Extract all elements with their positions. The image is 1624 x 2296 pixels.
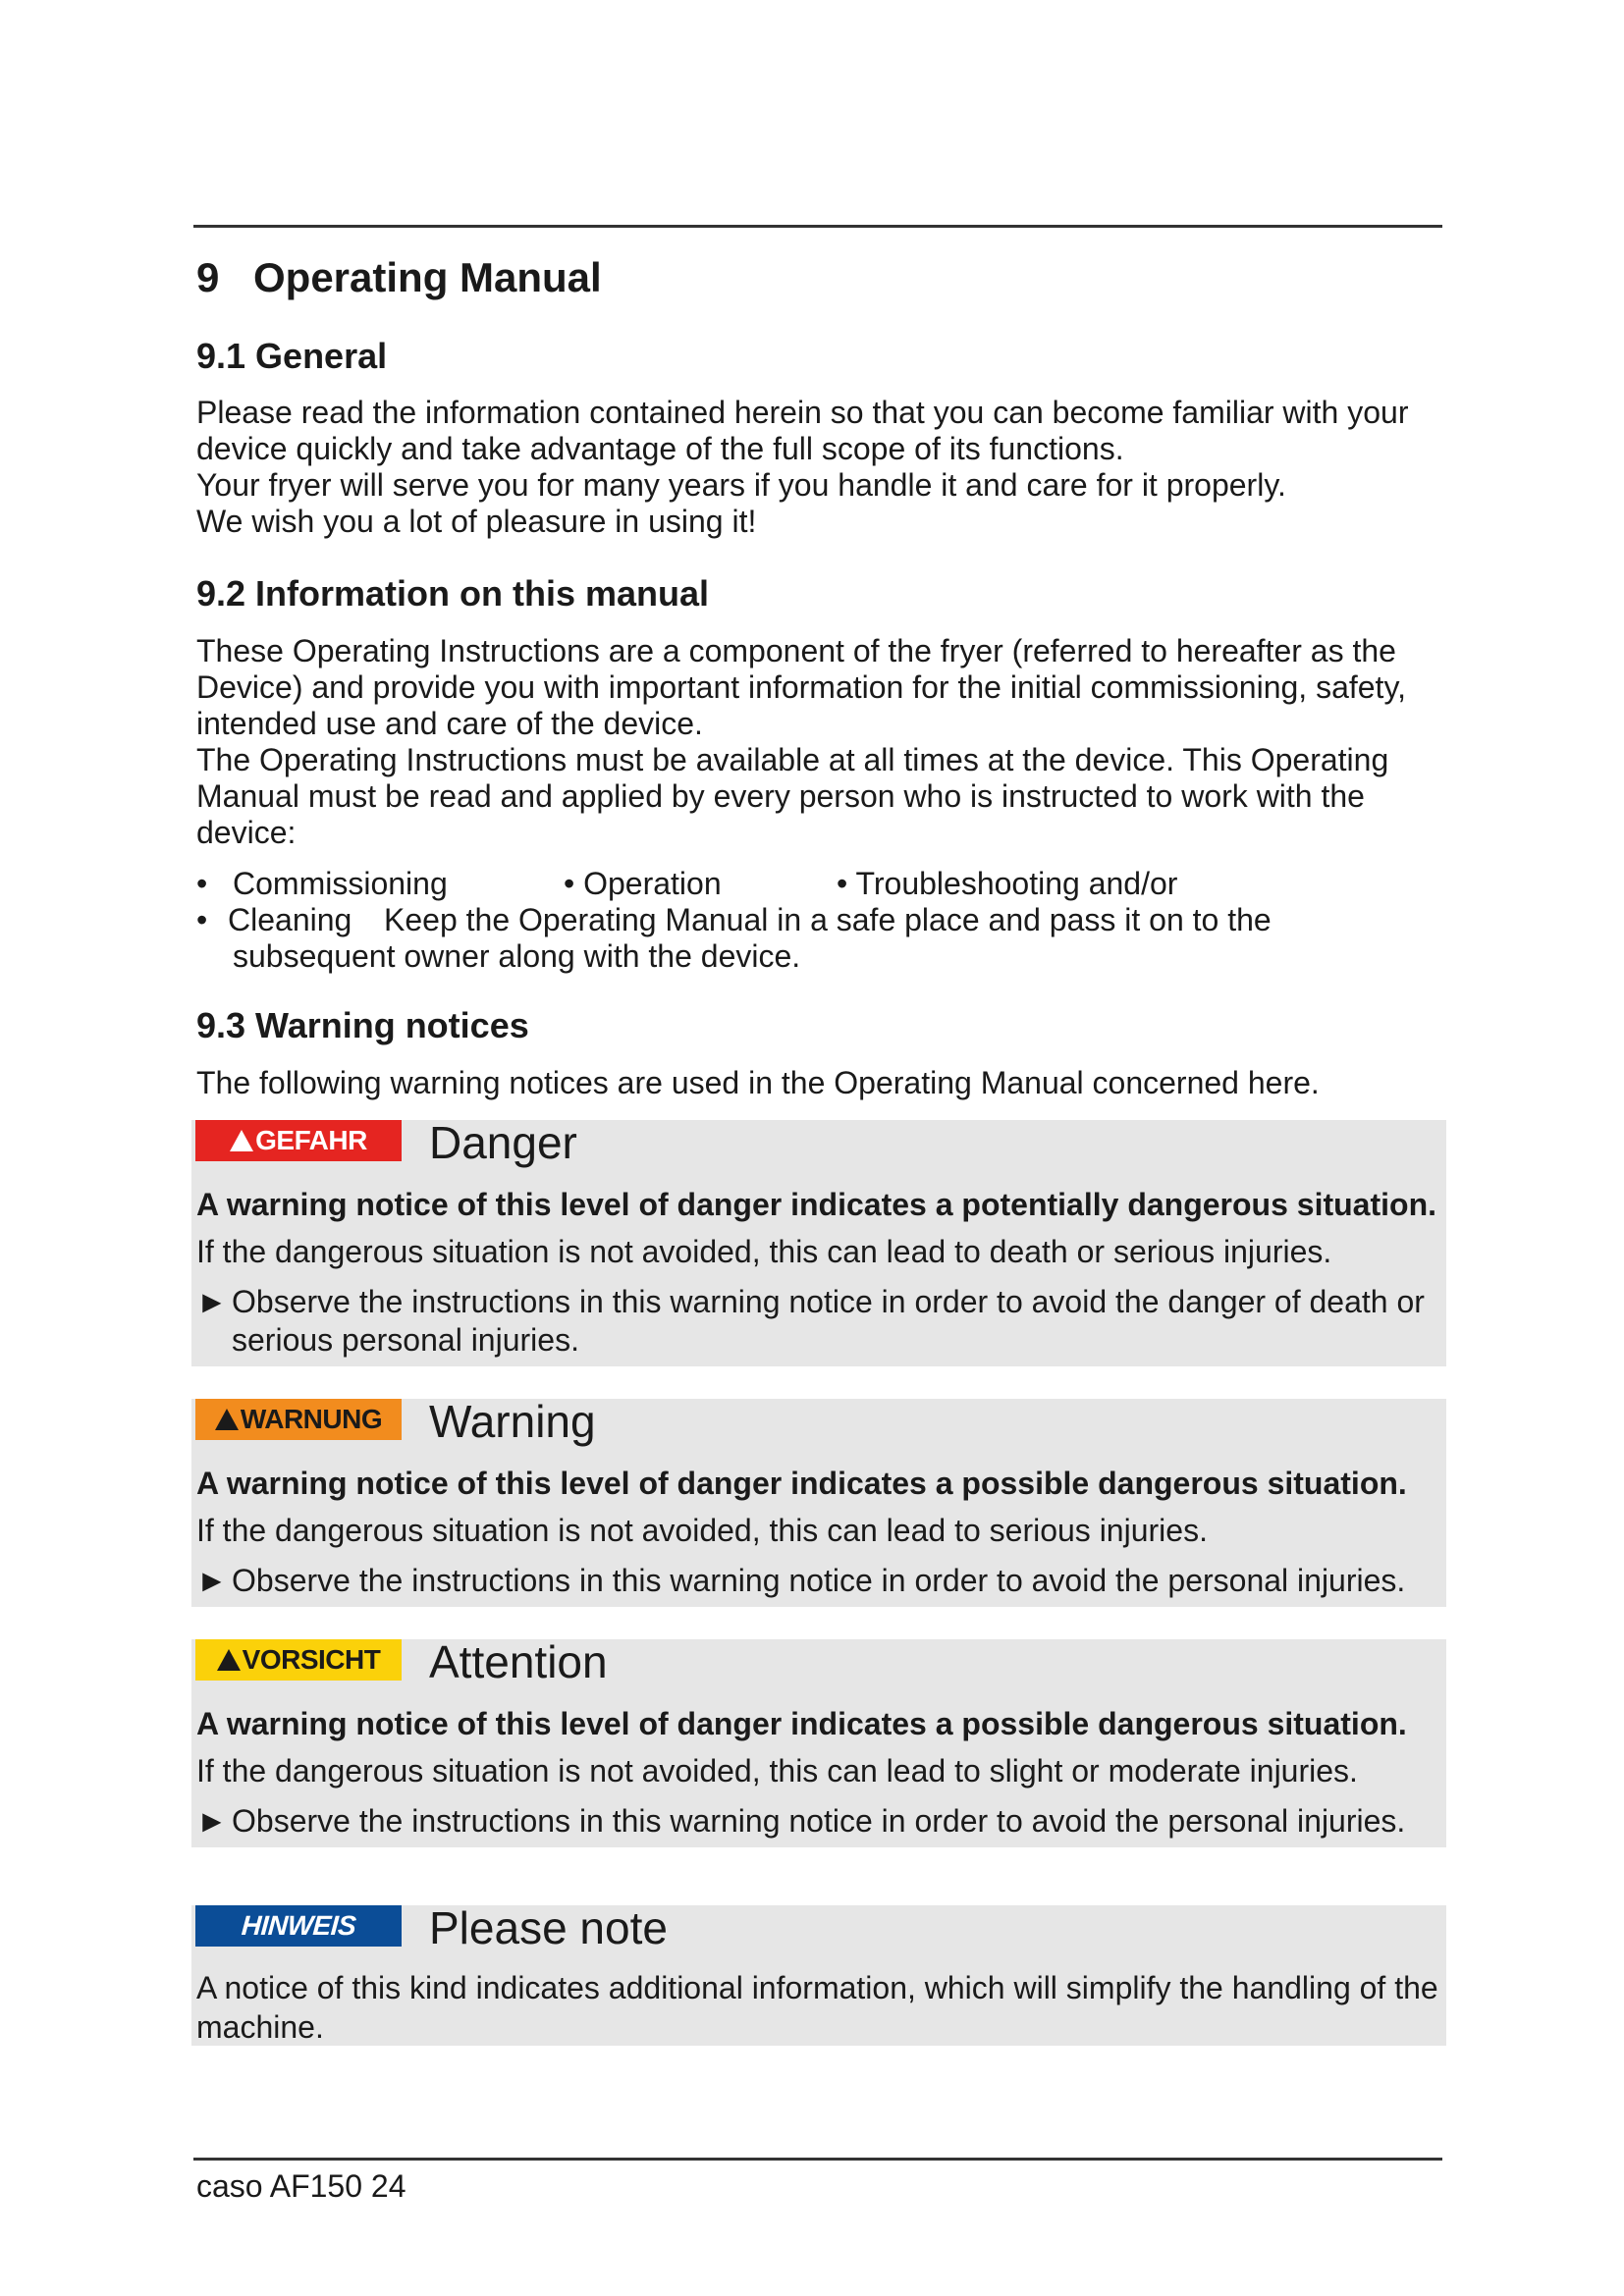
danger-title: Danger bbox=[429, 1117, 577, 1168]
caution-description: A warning notice of this level of danger indicates a possible dangerous situation. bbox=[196, 1706, 1407, 1741]
info-line: Device) and provide you with important information for the initial commissioning, safety, bbox=[196, 669, 1406, 705]
note-notice-box bbox=[191, 1902, 1446, 2046]
bullet-item-cleaning: Cleaning bbox=[228, 902, 352, 937]
warnings-intro: The following warning notices are used in the Operating Manual concerned here. bbox=[196, 1065, 1320, 1100]
bullet-dot: • bbox=[196, 902, 208, 937]
warning-triangle-icon bbox=[215, 1409, 239, 1430]
note-badge-label: HINWEIS bbox=[240, 1910, 357, 1941]
info-line: device: bbox=[196, 815, 297, 850]
caution-badge bbox=[195, 1639, 402, 1681]
note-line: A notice of this kind indicates additional information, which will simplify the handling of the bbox=[196, 1970, 1438, 2005]
bullet-row bbox=[196, 866, 1375, 902]
arrow-right-icon: ► bbox=[196, 1284, 228, 1319]
info-line: Manual must be read and applied by every person who is instructed to work with the bbox=[196, 778, 1365, 814]
warning-notice-box bbox=[191, 1396, 1446, 1607]
warning-description: A warning notice of this level of danger indicates a possible dangerous situation. bbox=[196, 1466, 1407, 1501]
caution-action bbox=[196, 1802, 1405, 1841]
danger-badge-label: GEFAHR bbox=[255, 1125, 367, 1155]
note-description bbox=[196, 1968, 1438, 2047]
section-heading-warnings: 9.3 Warning notices bbox=[196, 1005, 529, 1045]
note-badge bbox=[195, 1905, 402, 1947]
bullet-row bbox=[196, 938, 1375, 975]
top-divider bbox=[193, 225, 1442, 228]
warning-badge bbox=[195, 1399, 402, 1440]
caution-consequence: If the dangerous situation is not avoided, this can lead to slight or moderate injuries. bbox=[196, 1753, 1358, 1789]
note-title: Please note bbox=[429, 1902, 668, 1953]
chapter-number: 9 bbox=[196, 254, 220, 300]
warning-badge-label: WARNUNG bbox=[240, 1404, 383, 1434]
keep-manual-text: Keep the Operating Manual in a safe place and pass it on to the bbox=[384, 902, 1272, 937]
chapter-title: Operating Manual bbox=[253, 254, 602, 300]
caution-notice-box bbox=[191, 1636, 1446, 1847]
info-line: intended use and care of the device. bbox=[196, 706, 703, 741]
bottom-divider bbox=[193, 2158, 1442, 2161]
danger-consequence: If the dangerous situation is not avoided, this can lead to death or serious injuries. bbox=[196, 1234, 1332, 1269]
warning-action bbox=[196, 1562, 1405, 1600]
danger-action-line: Observe the instructions in this warning notice in order to avoid the danger of death or bbox=[232, 1284, 1425, 1319]
danger-description: A warning notice of this level of danger indicates a potentially dangerous situation. bbox=[196, 1187, 1436, 1222]
note-line: machine. bbox=[196, 2009, 324, 2045]
danger-notice-box bbox=[191, 1117, 1446, 1366]
arrow-right-icon: ► bbox=[196, 1803, 228, 1839]
general-line: Please read the information contained herein so that you can become familiar with your bbox=[196, 395, 1409, 430]
general-line: We wish you a lot of pleasure in using it! bbox=[196, 504, 757, 539]
keep-manual-continuation: subsequent owner along with the device. bbox=[233, 938, 801, 974]
danger-action-line: serious personal injuries. bbox=[232, 1322, 579, 1358]
arrow-right-icon: ► bbox=[196, 1563, 228, 1598]
caution-badge-label: VORSICHT bbox=[242, 1644, 381, 1675]
info-paragraph bbox=[196, 633, 1406, 851]
warning-consequence: If the dangerous situation is not avoided, this can lead to serious injuries. bbox=[196, 1513, 1208, 1548]
bullet-row bbox=[196, 902, 1375, 938]
caution-title: Attention bbox=[429, 1636, 608, 1687]
general-line: device quickly and take advantage of the full scope of its functions. bbox=[196, 431, 1124, 466]
danger-badge bbox=[195, 1120, 402, 1161]
warning-title: Warning bbox=[429, 1396, 596, 1447]
info-line: These Operating Instructions are a component of the fryer (referred to hereafter as the bbox=[196, 633, 1396, 668]
info-line: The Operating Instructions must be available at all times at the device. This Operating bbox=[196, 742, 1389, 777]
warning-triangle-icon bbox=[230, 1130, 253, 1151]
bullet-item-operation: • Operation bbox=[564, 866, 722, 901]
section-heading-info: 9.2 Information on this manual bbox=[196, 573, 710, 614]
section-heading-general: 9.1 General bbox=[196, 336, 388, 376]
caution-action-line: Observe the instructions in this warning notice in order to avoid the personal injuries. bbox=[232, 1803, 1406, 1839]
warning-action-line: Observe the instructions in this warning notice in order to avoid the personal injuries. bbox=[232, 1563, 1406, 1598]
bullet-item-commissioning: Commissioning bbox=[233, 866, 448, 901]
general-paragraph bbox=[196, 395, 1408, 540]
danger-action bbox=[196, 1283, 1425, 1360]
info-bullet-list bbox=[196, 866, 1375, 975]
chapter-heading bbox=[196, 253, 602, 302]
page-footer: caso AF150 24 bbox=[196, 2168, 406, 2204]
bullet-dot: • bbox=[196, 866, 208, 901]
bullet-item-troubleshooting: • Troubleshooting and/or bbox=[837, 866, 1178, 901]
general-line: Your fryer will serve you for many years if you handle it and care for it properly. bbox=[196, 467, 1286, 503]
warning-triangle-icon bbox=[217, 1649, 241, 1671]
